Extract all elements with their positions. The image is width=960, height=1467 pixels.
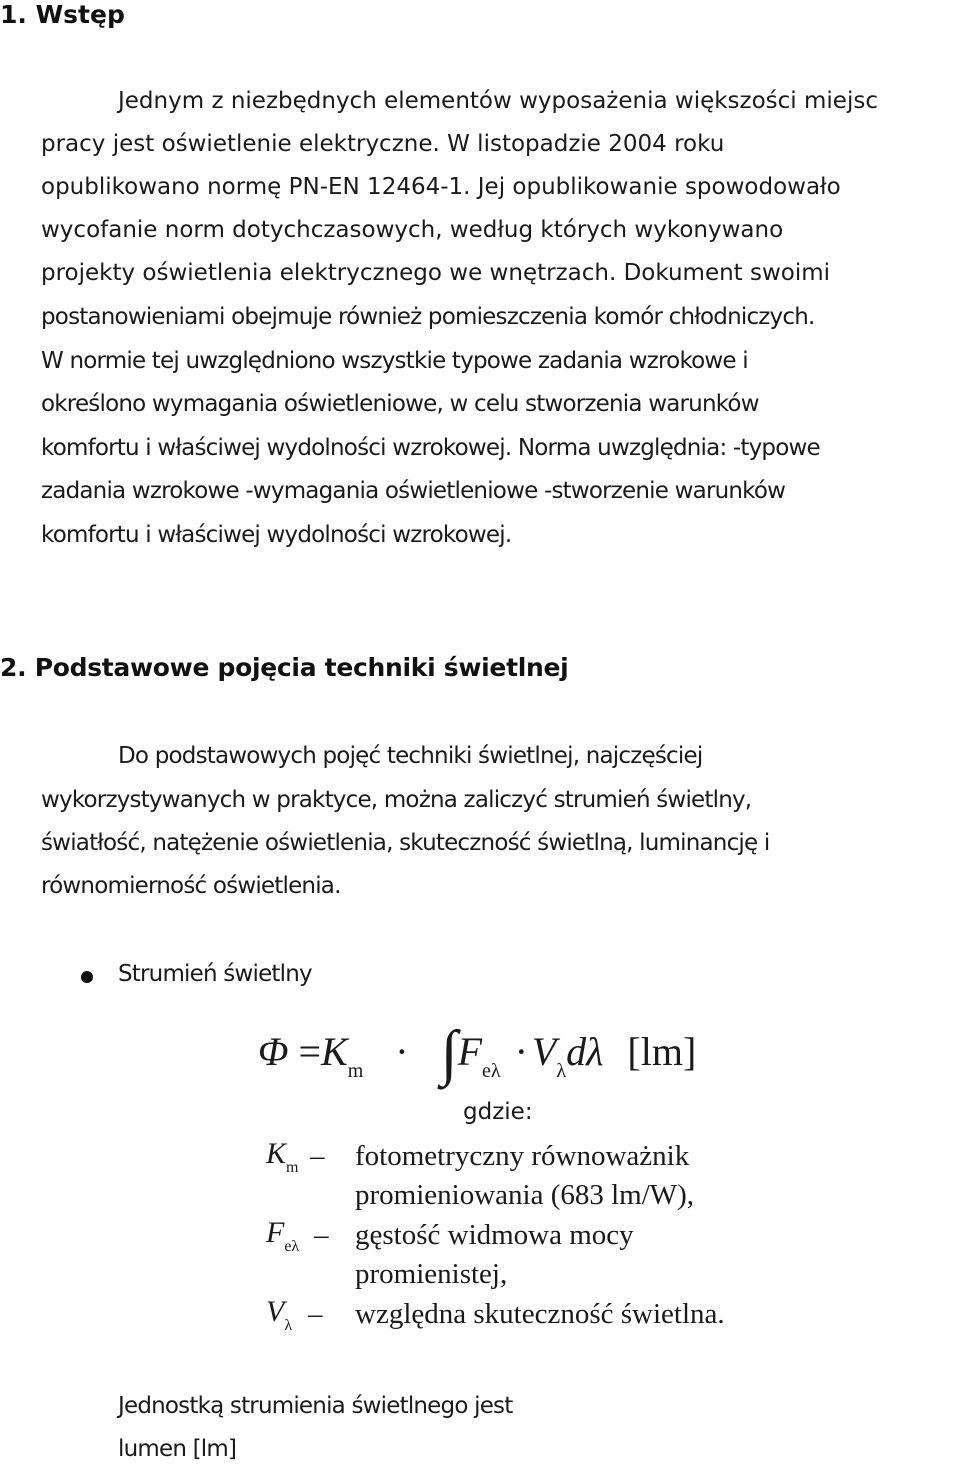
paragraph-line: Do podstawowych pojęć techniki świetlnej, najczęściej bbox=[118, 743, 703, 769]
paragraph-line: komfortu i właściwej wydolności wzrokowej. Norma uwzględnia: -typowe bbox=[41, 435, 820, 461]
definition-text: promienistej, bbox=[355, 1258, 508, 1290]
formula-equals: = bbox=[298, 1029, 322, 1074]
formula-integral: ∫ bbox=[440, 1019, 458, 1087]
paragraph-line: komfortu i właściwej wydolności wzrokowej. bbox=[41, 522, 512, 548]
definition-symbol-vl: $V_\lambda$ bbox=[266, 1295, 293, 1334]
formula-d-lambda: dλ bbox=[566, 1029, 604, 1074]
bullet-text-strumien: Strumień świetlny bbox=[118, 961, 312, 987]
formula-dot-1: · bbox=[395, 1029, 409, 1074]
paragraph-line: W normie tej uwzględniono wszystkie typowe zadania wzrokowe i bbox=[41, 348, 748, 374]
definition-dash: – bbox=[310, 1140, 325, 1172]
paragraph-line: projekty oświetlenia elektrycznego we wnętrzach. Dokument swoimi bbox=[41, 260, 831, 286]
paragraph-line: wykorzystywanych w praktyce, można zaliczyć strumień świetlny, bbox=[41, 787, 752, 813]
paragraph-line: światłość, natężenie oświetlenia, skuteczność świetlną, luminancję i bbox=[41, 830, 770, 856]
paragraph-line: określono wymagania oświetleniowe, w celu stworzenia warunków bbox=[41, 391, 759, 417]
unit-line: lumen [lm] bbox=[118, 1436, 237, 1462]
luminous-flux-formula bbox=[258, 1010, 697, 1087]
paragraph-line: pracy jest oświetlenie elektryczne. W listopadzie 2004 roku bbox=[41, 131, 725, 157]
section-1-heading: 1. Wstęp bbox=[0, 0, 125, 29]
paragraph-line: postanowieniami obejmuje również pomieszczenia komór chłodniczych. bbox=[41, 304, 815, 330]
formula-k-sub: m bbox=[347, 1060, 364, 1082]
formula-f-sub: eλ bbox=[482, 1060, 501, 1082]
bullet-marker bbox=[81, 971, 93, 983]
section-2-heading: 2. Podstawowe pojęcia techniki świetlnej bbox=[0, 653, 569, 682]
paragraph-line: opublikowano normę PN-EN 12464-1. Jej opublikowanie spowodowało bbox=[41, 174, 841, 200]
paragraph-line: zadania wzrokowe -wymagania oświetleniowe -stworzenie warunków bbox=[41, 478, 786, 504]
formula-dot-2: · bbox=[514, 1029, 528, 1074]
formula-unit: [lm] bbox=[627, 1029, 697, 1074]
definition-text: promieniowania (683 lm/W), bbox=[355, 1179, 695, 1211]
paragraph-line: wycofanie norm dotychczasowych, według których wykonywano bbox=[41, 217, 784, 243]
paragraph-line: Jednym z niezbędnych elementów wyposażenia większości miejsc bbox=[118, 88, 878, 114]
definition-dash: – bbox=[314, 1219, 329, 1251]
formula-phi: Φ bbox=[258, 1029, 289, 1074]
definition-symbol-fel: $F_{e\lambda}$ bbox=[266, 1216, 300, 1255]
formula-v: V bbox=[531, 1029, 557, 1074]
definition-text: względna skuteczność świetlna. bbox=[355, 1298, 725, 1330]
formula-k: K bbox=[321, 1029, 348, 1074]
unit-line: Jednostką strumienia świetlnego jest bbox=[118, 1393, 513, 1419]
paragraph-line: równomierność oświetlenia. bbox=[41, 873, 341, 899]
definition-text: gęstość widmowa mocy bbox=[355, 1219, 634, 1251]
definition-symbol-km: $K_m$ bbox=[266, 1137, 299, 1176]
formula-v-sub: λ bbox=[556, 1060, 567, 1082]
formula-f: F bbox=[457, 1029, 483, 1074]
definition-text: fotometryczny równoważnik bbox=[355, 1140, 690, 1172]
where-label: gdzie: bbox=[463, 1099, 533, 1125]
definition-dash: – bbox=[308, 1298, 323, 1330]
